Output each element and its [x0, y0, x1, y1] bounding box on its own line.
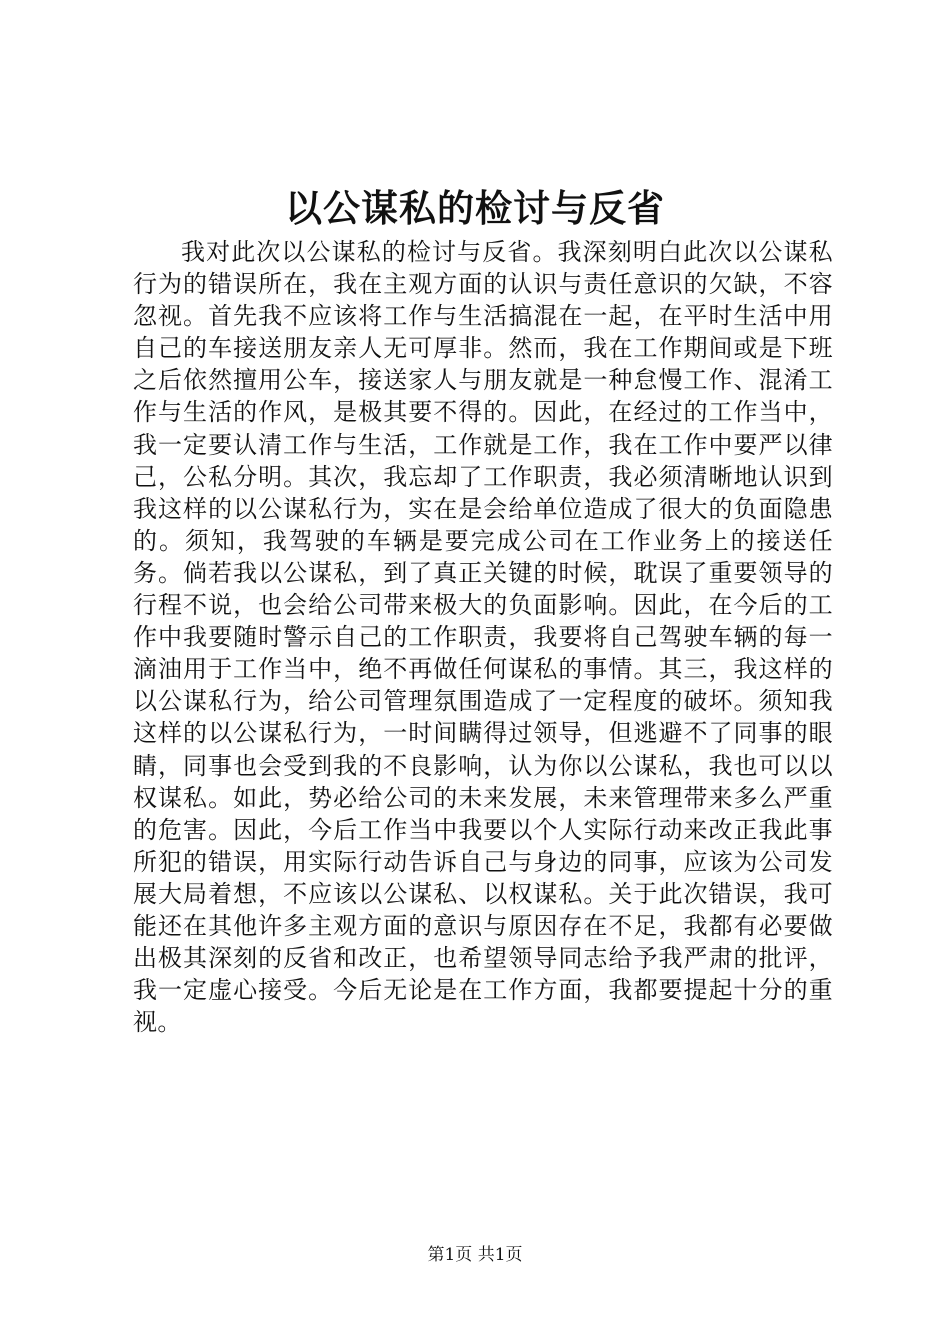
document-body-paragraph: 我对此次以公谋私的检讨与反省。我深刻明白此次以公谋私行为的错误所在，我在主观方面的认识与责任意识的欠缺，不容忽视。首先我不应该将工作与生活搞混在一起，在平时生活中用自己的车接送朋友亲人无可厚非。然而，我在工作期间或是下班之后依然擅用公车，接送家人与朋友就是一种怠慢工作、混淆工作与生活的作风，是极其要不得的。因此，在经过的工作当中，我一定要认清工作与生活，工作就是工作，我在工作中要严以律己，公私分明。其次，我忘却了工作职责，我必须清晰地认识到我这样的以公谋私行为，实在是会给单位造成了很大的负面隐患的。须知，我驾驶的车辆是要完成公司在工作业务上的接送任务。倘若我以公谋私，到了真正关键的时候，耽误了重要领导的行程不说，也会给公司带来极大的负面影响。因此，在今后的工作中我要随时警示自己的工作职责，我要将自己驾驶车辆的每一滴油用于工作当中，绝不再做任何谋私的事情。其三，我这样的以公谋私行为，给公司管理氛围造成了一定程度的破坏。须知我这样的以公谋私行为，一时间瞒得过领导，但逃避不了同事的眼睛，同事也会受到我的不良影响，认为你以公谋私，我也可以以权谋私。如此，势必给公司的未来发展，未来管理带来多么严重的危害。因此，今后工作当中我要以个人实际行动来改正我此事所犯的错误，用实际行动告诉自己与身边的同事，应该为公司发展大局着想，不应该以公谋私、以权谋私。关于此次错误，我可能还在其他许多主观方面的意识与原因存在不足，我都有必要做出极其深刻的反省和改正，也希望领导同志给予我严肃的批评，我一定虚心接受。今后无论是在工作方面，我都要提起十分的重视。 — [133, 238, 833, 1037]
document-title: 以公谋私的检讨与反省 — [285, 186, 665, 230]
page-number-footer: 第1页 共1页 — [427, 1245, 523, 1265]
